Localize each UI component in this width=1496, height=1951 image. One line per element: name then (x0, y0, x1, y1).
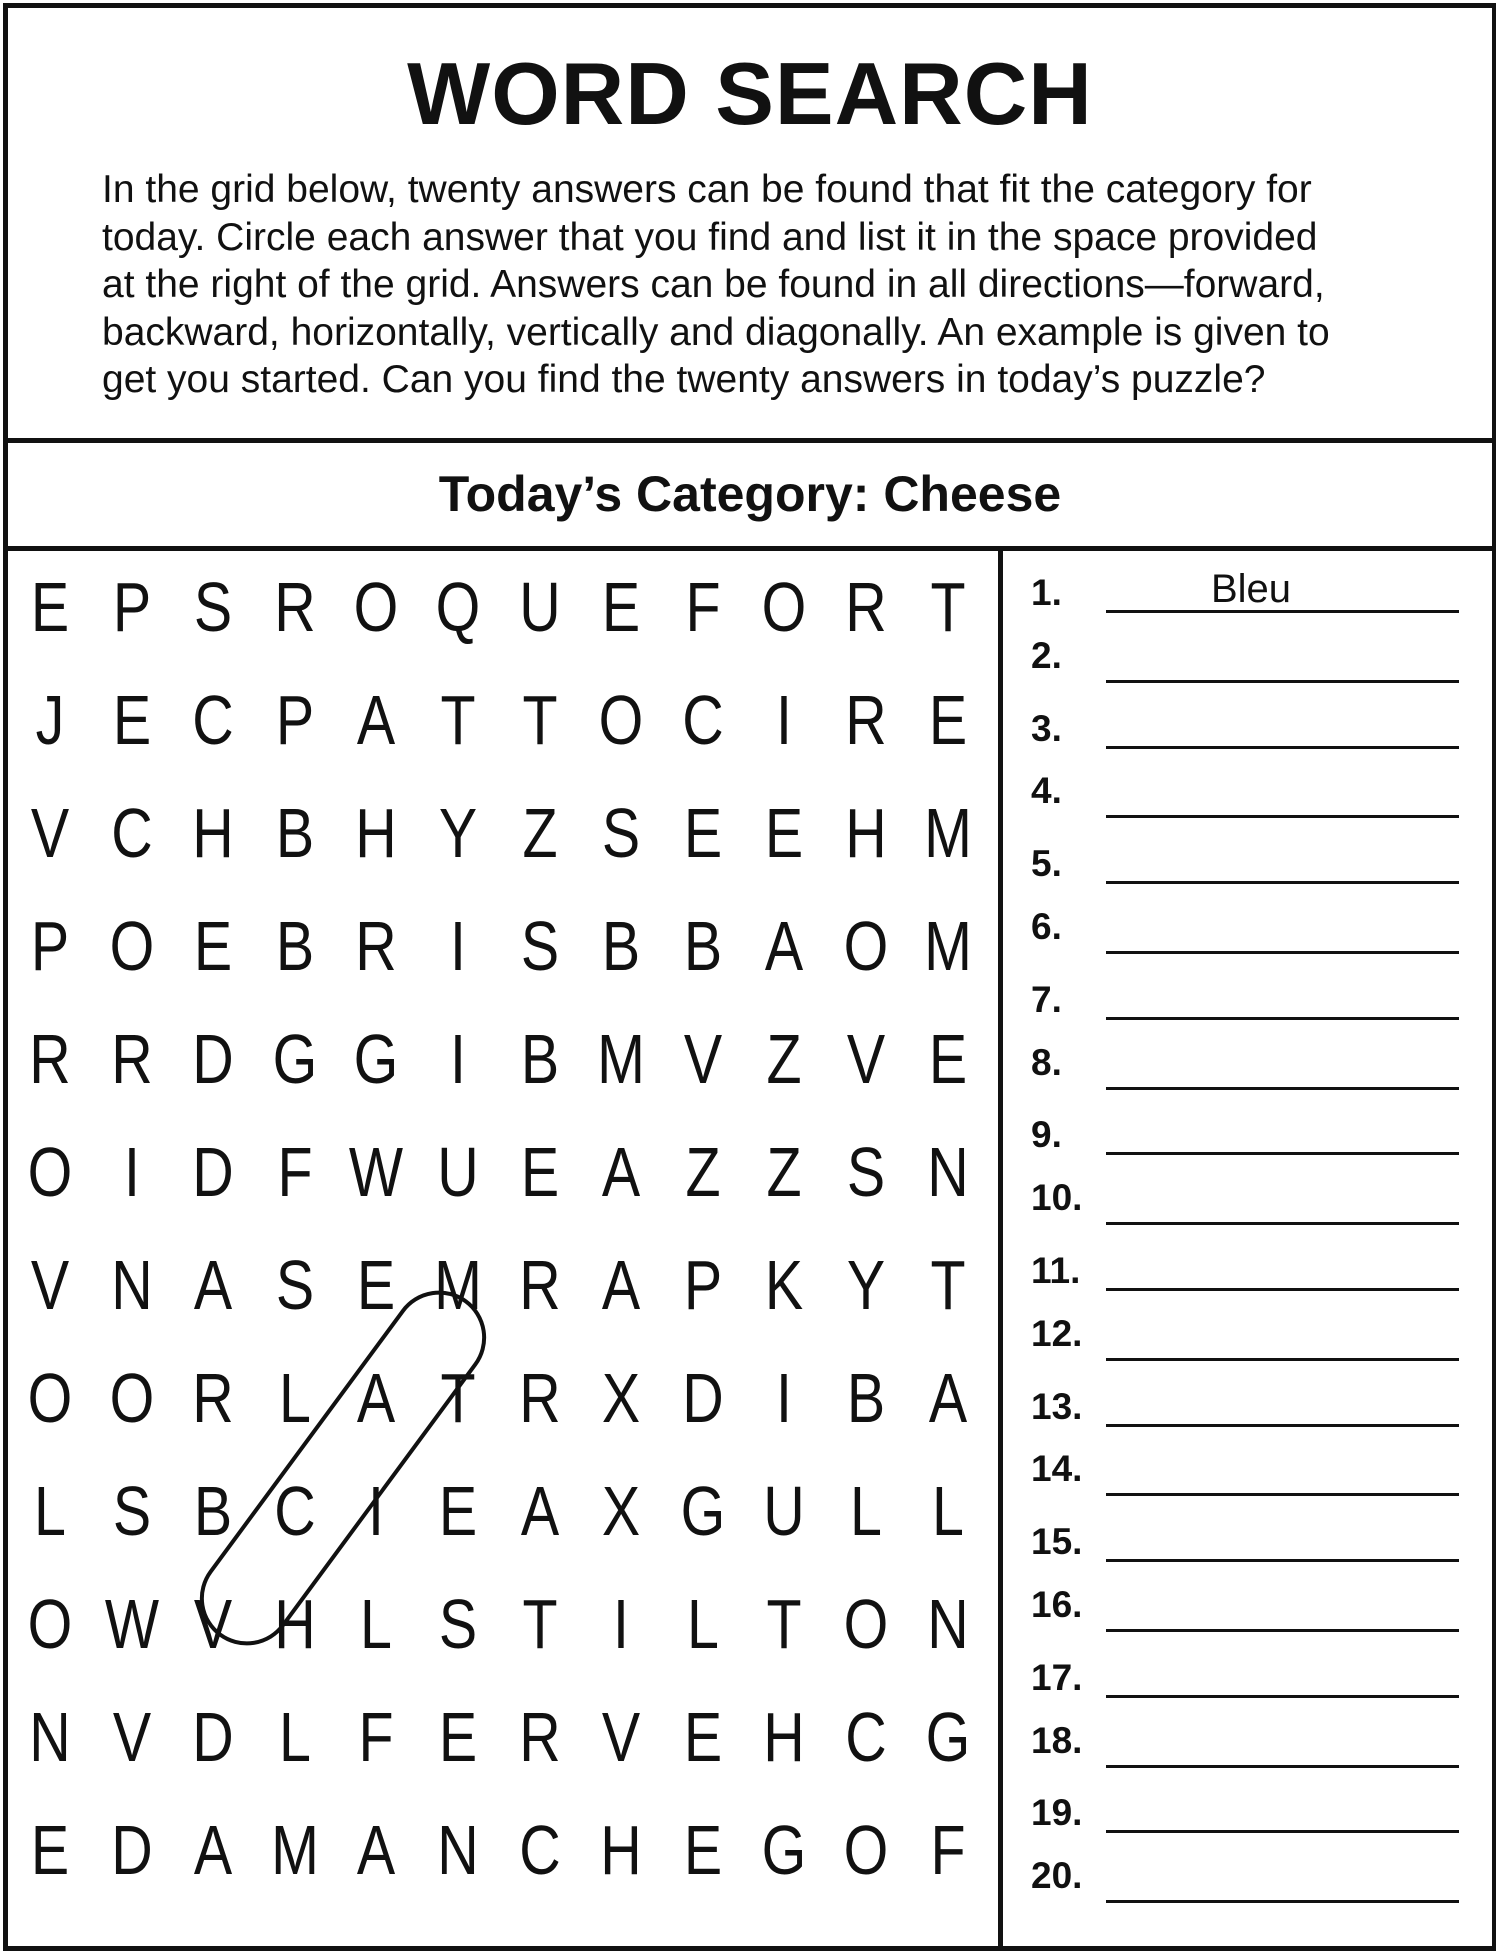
answer-number: 20. (1031, 1855, 1083, 1897)
answer-number: 2. (1031, 634, 1062, 676)
grid-letter[interactable]: R (845, 681, 887, 759)
grid-letter[interactable]: R (355, 907, 398, 985)
answer-number: 13. (1031, 1385, 1083, 1427)
answer-number: 5. (1031, 843, 1062, 885)
grid-letter[interactable]: K (765, 1246, 804, 1324)
grid-letter[interactable]: I (123, 1133, 140, 1211)
answer-row (1003, 1312, 1492, 1368)
grid-letter[interactable]: A (357, 1359, 396, 1437)
answer-value: Bleu (1210, 567, 1292, 611)
answer-blank[interactable] (1106, 1695, 1459, 1698)
grid-letter[interactable]: E (194, 907, 233, 985)
answer-blank[interactable] (1106, 1222, 1459, 1225)
grid-letter[interactable]: V (194, 1585, 233, 1663)
grid-letter[interactable]: V (683, 1020, 722, 1098)
instructions-line: today. Circle each answer that you find and list it in the space provided (102, 215, 1318, 259)
grid-letter[interactable]: L (686, 1585, 719, 1663)
answer-blank[interactable] (1106, 1830, 1459, 1833)
grid-letter[interactable]: G (762, 1811, 807, 1889)
grid-letter[interactable]: H (845, 794, 887, 872)
grid-letter[interactable]: L (34, 1472, 66, 1550)
answer-blank[interactable] (1106, 815, 1459, 818)
grid-letter[interactable]: B (275, 794, 314, 872)
answer-row (1003, 1250, 1492, 1300)
grid-letter[interactable]: O (843, 1585, 889, 1663)
grid-letter[interactable]: B (194, 1472, 233, 1550)
answer-row (1003, 1657, 1492, 1707)
grid-letter[interactable]: S (602, 794, 641, 872)
grid-letter[interactable]: C (110, 794, 153, 872)
answer-blank[interactable] (1106, 1629, 1459, 1632)
grid-letter[interactable]: E (683, 1811, 722, 1889)
grid-letter[interactable]: T (930, 1246, 966, 1324)
grid-letter[interactable]: A (357, 681, 396, 759)
grid-letter[interactable]: E (30, 568, 70, 646)
grid-letter[interactable]: P (30, 907, 70, 985)
grid-letter[interactable]: I (368, 1472, 385, 1550)
grid-letter[interactable]: E (683, 1698, 722, 1776)
grid-letter[interactable]: S (112, 1472, 151, 1550)
grid-letter[interactable]: V (846, 1020, 886, 1098)
grid-letter[interactable]: T (522, 1585, 558, 1663)
answer-blank[interactable] (1106, 746, 1459, 749)
answer-number: 8. (1031, 1041, 1062, 1083)
grid-letter[interactable]: I (776, 1359, 793, 1437)
grid-letter[interactable]: S (275, 1246, 314, 1324)
grid-letter[interactable]: T (440, 681, 476, 759)
grid-letter[interactable]: N (926, 1585, 969, 1663)
grid-letter[interactable]: U (763, 1472, 806, 1550)
grid-letter[interactable]: D (110, 1811, 153, 1889)
grid-letter[interactable]: C (845, 1698, 887, 1776)
instructions-line: In the grid below, twenty answers can be found that fit the category for (102, 168, 1312, 211)
grid-letter[interactable]: A (602, 1133, 641, 1211)
answer-blank[interactable] (1106, 1288, 1459, 1291)
answer-number: 9. (1031, 1114, 1062, 1156)
grid-letter[interactable]: C (518, 1811, 561, 1889)
answer-row (1003, 1114, 1492, 1164)
grid-letter[interactable]: C (274, 1472, 316, 1550)
grid-letter[interactable]: L (278, 1359, 311, 1437)
answer-row (1003, 906, 1492, 961)
puzzle-frame (3, 3, 1496, 1951)
grid-letter[interactable]: Y (438, 794, 478, 872)
grid-letter[interactable]: R (274, 568, 316, 646)
grid-letter[interactable]: O (598, 681, 644, 759)
grid-letter[interactable]: P (112, 568, 151, 646)
grid-letter[interactable]: R (518, 1359, 561, 1437)
grid-letter[interactable]: B (520, 1020, 559, 1098)
grid-letter[interactable]: Z (766, 1020, 802, 1098)
grid-letter[interactable]: B (846, 1359, 886, 1437)
answer-blank[interactable] (1106, 1087, 1459, 1090)
answer-blank[interactable] (1106, 1493, 1459, 1496)
grid-letter[interactable]: B (602, 907, 641, 985)
instructions-line: get you started. Can you find the twenty answers in today’s puzzle? (102, 358, 1266, 401)
grid-letter[interactable]: R (192, 1359, 234, 1437)
grid-letter[interactable]: T (766, 1585, 802, 1663)
grid-letter[interactable]: R (845, 568, 887, 646)
grid-letter[interactable]: O (843, 907, 889, 985)
grid-letter[interactable]: N (926, 1133, 969, 1211)
grid-letter[interactable]: N (29, 1698, 71, 1776)
answer-number: 15. (1031, 1521, 1083, 1563)
grid-letter[interactable]: F (685, 568, 721, 646)
answer-blank[interactable] (1106, 1424, 1459, 1427)
grid-letter[interactable]: A (765, 907, 804, 985)
grid-letter[interactable]: U (518, 568, 561, 646)
answer-number: 12. (1031, 1312, 1083, 1354)
answer-blank[interactable] (1106, 1152, 1459, 1155)
instructions (102, 166, 1432, 404)
category-bar (8, 443, 1492, 551)
grid-letter[interactable]: A (520, 1472, 559, 1550)
grid-letter[interactable]: E (438, 1472, 478, 1550)
grid-letter[interactable]: V (602, 1698, 641, 1776)
grid-letter[interactable]: A (194, 1811, 233, 1889)
grid-letter[interactable]: O (843, 1811, 889, 1889)
grid-letter[interactable]: F (358, 1698, 394, 1776)
instructions-line: backward, horizontally, vertically and diagonally. An example is given to (102, 310, 1330, 354)
answer-blank[interactable] (1106, 1559, 1459, 1562)
grid-letter[interactable]: D (192, 1133, 234, 1211)
grid-letter[interactable]: Z (766, 1133, 802, 1211)
grid-letter[interactable]: R (29, 1020, 71, 1098)
grid-letter[interactable]: A (928, 1359, 967, 1437)
answer-number: 10. (1031, 1177, 1083, 1219)
grid-letter[interactable]: E (357, 1246, 396, 1324)
answer-row (1003, 708, 1492, 758)
grid-letter[interactable]: L (360, 1585, 393, 1663)
grid-letter[interactable]: H (600, 1811, 642, 1889)
grid-letter[interactable]: I (450, 907, 466, 985)
letter-grid[interactable] (8, 551, 1003, 1946)
answer-row (1003, 843, 1492, 893)
answer-number: 19. (1031, 1792, 1083, 1834)
grid-letter[interactable]: X (602, 1472, 641, 1550)
grid-letter[interactable]: M (923, 907, 972, 985)
grid-letter[interactable]: O (27, 1585, 73, 1663)
grid-letter[interactable]: B (275, 907, 314, 985)
grid-letter[interactable]: Q (435, 568, 481, 646)
grid-letter[interactable]: E (112, 681, 151, 759)
grid-letter[interactable]: O (27, 1359, 73, 1437)
grid-letter[interactable]: P (275, 681, 314, 759)
answer-row (1003, 1792, 1492, 1842)
grid-letter[interactable]: Z (685, 1133, 721, 1211)
grid-letter[interactable]: R (110, 1020, 153, 1098)
header-panel (8, 8, 1492, 443)
grid-letter[interactable]: O (762, 568, 807, 646)
grid-letter[interactable]: I (776, 681, 793, 759)
grid-letter[interactable]: E (520, 1133, 559, 1211)
grid-letter[interactable]: C (192, 681, 234, 759)
grid-letter[interactable]: F (930, 1811, 966, 1889)
grid-letter[interactable]: O (27, 1133, 73, 1211)
grid-letter[interactable]: I (613, 1585, 630, 1663)
instructions-line: at the right of the grid. Answers can be found in all directions—forward, (102, 263, 1325, 306)
grid-letter[interactable]: M (597, 1020, 646, 1098)
answer-number: 7. (1031, 978, 1062, 1020)
answer-blank[interactable] (1106, 1765, 1459, 1768)
grid-letter[interactable]: W (104, 1585, 159, 1663)
grid-letter[interactable]: X (602, 1359, 641, 1437)
grid-letter[interactable]: P (683, 1246, 722, 1324)
answer-number: 16. (1031, 1584, 1083, 1625)
grid-letter[interactable]: L (278, 1698, 311, 1776)
answer-blank[interactable] (1106, 1017, 1459, 1020)
grid-letter[interactable]: M (270, 1811, 319, 1889)
answer-number: 11. (1031, 1250, 1081, 1291)
grid-letter[interactable]: E (765, 794, 804, 872)
grid-letter[interactable]: H (355, 794, 398, 872)
grid-letter[interactable]: D (192, 1698, 234, 1776)
answer-row (1003, 1719, 1492, 1775)
grid-letter[interactable]: O (109, 907, 154, 985)
answer-blank[interactable] (1106, 881, 1459, 884)
grid-letter[interactable]: L (931, 1472, 964, 1550)
grid-letter[interactable]: V (30, 1246, 70, 1324)
grid-letter[interactable]: G (925, 1698, 970, 1776)
answer-blank[interactable] (1106, 1900, 1459, 1903)
answer-number: 18. (1031, 1719, 1083, 1761)
grid-letter[interactable]: M (434, 1246, 482, 1324)
answer-row (1003, 770, 1492, 825)
grid-letter[interactable]: E (683, 794, 722, 872)
grid-letter[interactable]: G (354, 1020, 399, 1098)
grid-letter[interactable]: V (30, 794, 70, 872)
grid-letter[interactable]: M (923, 794, 972, 872)
answer-row (1003, 634, 1492, 690)
grid-letter[interactable]: D (192, 1020, 234, 1098)
answer-blank[interactable] (1106, 951, 1459, 954)
answer-number: 1. (1031, 572, 1062, 613)
answer-row (1003, 1521, 1492, 1571)
puzzle-title: WORD SEARCH (407, 44, 1093, 143)
grid-letter[interactable]: H (192, 794, 234, 872)
grid-letter[interactable]: N (110, 1246, 153, 1324)
grid-letter[interactable]: E (438, 1698, 478, 1776)
grid-letter[interactable]: E (30, 1811, 70, 1889)
grid-letter[interactable]: E (928, 1020, 967, 1098)
answer-number: 4. (1031, 770, 1062, 812)
grid-letter[interactable]: A (357, 1811, 396, 1889)
answer-blank[interactable] (1106, 680, 1459, 683)
grid-letter[interactable]: Y (846, 1246, 886, 1324)
grid-letter[interactable]: G (680, 1472, 726, 1550)
grid-letter[interactable]: E (602, 568, 641, 646)
answer-list (1003, 551, 1492, 1946)
grid-letter[interactable]: A (602, 1246, 641, 1324)
grid-letter[interactable]: H (274, 1585, 316, 1663)
grid-letter[interactable]: S (520, 907, 559, 985)
grid-letter[interactable]: S (194, 568, 233, 646)
grid-letter[interactable]: C (682, 681, 724, 759)
grid-letter[interactable]: W (349, 1133, 404, 1211)
grid-letter[interactable]: F (277, 1133, 313, 1211)
answer-row (1003, 1041, 1492, 1097)
answer-row (1003, 979, 1492, 1029)
answer-row (1003, 1855, 1492, 1910)
answer-number: 3. (1031, 707, 1062, 749)
grid-letter[interactable]: A (194, 1246, 233, 1324)
category-label: Today’s Category: Cheese (438, 466, 1062, 522)
grid-letter[interactable]: R (518, 1698, 561, 1776)
grid-letter[interactable]: T (930, 568, 966, 646)
grid-letter[interactable]: O (109, 1359, 154, 1437)
grid-letter[interactable]: R (518, 1246, 561, 1324)
answer-number: 17. (1031, 1656, 1083, 1698)
answer-row (1003, 567, 1492, 622)
answer-blank[interactable] (1106, 1358, 1459, 1361)
grid-letter[interactable]: E (928, 681, 967, 759)
grid-letter[interactable]: J (35, 681, 65, 759)
grid-letter[interactable]: H (763, 1698, 806, 1776)
answer-number: 14. (1031, 1448, 1083, 1490)
grid-letter[interactable]: O (354, 568, 399, 646)
answer-row (1003, 1584, 1492, 1639)
answer-number: 6. (1031, 906, 1062, 947)
grid-letter[interactable]: T (440, 1359, 476, 1437)
grid-letter[interactable]: S (846, 1133, 886, 1211)
answer-row (1003, 1448, 1492, 1503)
grid-letter[interactable]: S (438, 1585, 478, 1663)
grid-letter[interactable]: T (522, 681, 558, 759)
grid-letter[interactable]: L (850, 1472, 882, 1550)
grid-letter[interactable]: Z (522, 794, 558, 872)
grid-letter[interactable]: G (272, 1020, 318, 1098)
grid-letter[interactable]: D (682, 1359, 724, 1437)
answer-row (1003, 1386, 1492, 1436)
grid-letter[interactable]: I (450, 1020, 466, 1098)
grid-letter[interactable]: B (683, 907, 722, 985)
answer-row (1003, 1177, 1492, 1232)
grid-letter[interactable]: N (437, 1811, 479, 1889)
grid-letter[interactable]: U (437, 1133, 479, 1211)
grid-letter[interactable]: V (112, 1698, 151, 1776)
